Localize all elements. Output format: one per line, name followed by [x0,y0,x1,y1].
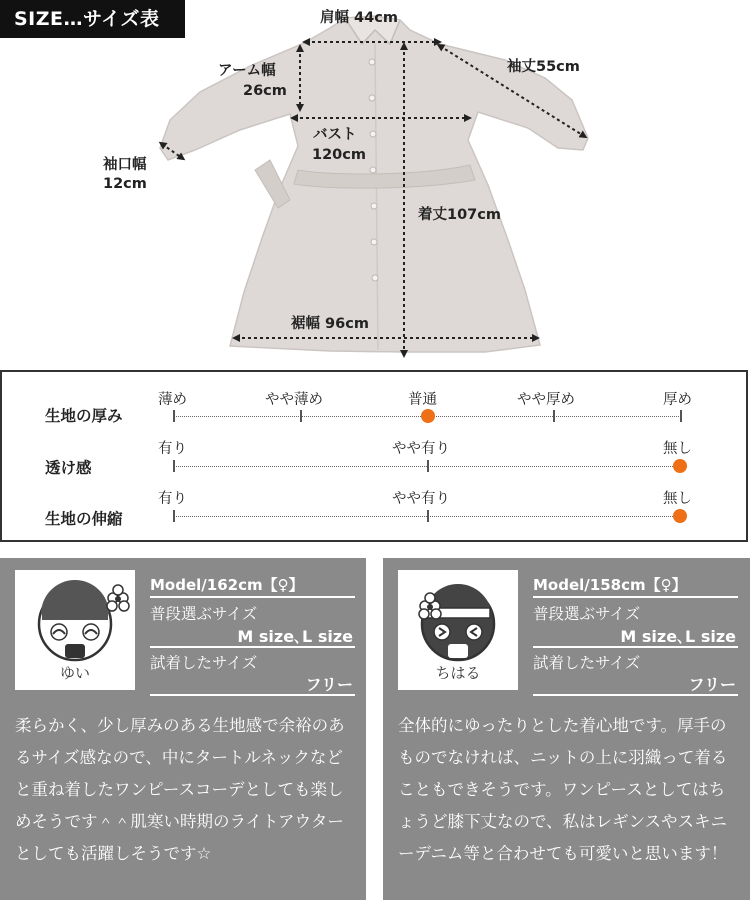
thickness-scale-tick [173,410,175,422]
divider [533,646,738,648]
shoulder-width-label: 肩幅 44cm [320,10,398,26]
thickness-row-label: 生地の厚み [45,407,123,425]
transparency-tick-2: 無し [663,441,692,457]
thickness-tick-3: やや厚め [517,392,575,408]
transparency-selected-dot [673,459,687,473]
thickness-scale-tick [680,410,682,422]
divider [150,646,355,648]
thickness-tick-2: 普通 [408,392,437,408]
transparency-scale-tick [427,460,429,472]
thickness-tick-1: やや薄め [265,392,323,408]
model-title: Model/158cm【♀】 [533,576,687,594]
stretch-tick-2: 無し [663,491,692,507]
stretch-tick-0: 有り [158,491,187,507]
stretch-row-label: 生地の伸縮 [45,510,123,528]
model-comment: 全体的にゆったりとした着心地です。厚手のものでなければ、ニットの上に羽織って着ることもできそうです。ワンピースとしてはちょうど膝下丈なので、私はレギンスやスキニーデニム等と合わせても可愛いと思います！ [398,716,728,863]
cuff-width-label: 袖口幅 [103,157,147,173]
bust-label: バスト [313,127,357,143]
thickness-tick-0: 薄め [158,392,187,408]
stretch-tick-1: やや有り [392,491,450,507]
model-comment: 柔らかく、少し厚みのある生地感で余裕のあるサイズ感なので、中にタートルネックなどと重ね着したワンピースコーデとしても楽しめそうです＾＾肌寒い時期のライトアウターとしても活躍しそうです☆ [15,716,345,863]
transparency-scale-tick [173,460,175,472]
divider [150,596,355,598]
model-name: ゆい [59,664,90,682]
stretch-selected-dot [673,509,687,523]
thickness-selected-dot [421,409,435,423]
thickness-tick-4: 厚め [663,392,692,408]
hem-width-label: 裾幅 96cm [291,316,369,332]
cuff-width-value: 12cm [103,176,147,192]
usual-size-value: M size､L size [237,627,353,646]
tried-size-label: 試着したサイズ [150,654,258,672]
stretch-scale-tick [427,510,429,522]
model-title: Model/162cm【♀】 [150,576,304,594]
divider [150,694,355,696]
model-panel-yui [0,558,366,900]
stretch-scale-tick [173,510,175,522]
tried-size-label: 試着したサイズ [533,654,641,672]
thickness-scale-tick [553,410,555,422]
transparency-tick-1: やや有り [392,441,450,457]
sleeve-length-label: 袖丈55cm [507,59,580,75]
model-panel-chiharu [383,558,750,900]
thickness-scale-tick [300,410,302,422]
tried-size-value: フリー [688,675,736,694]
size-chart [0,0,750,365]
bust-value: 120cm [312,147,366,163]
avatar [15,570,135,690]
transparency-tick-0: 有り [158,441,187,457]
fabric-texture-chart [0,370,748,542]
tried-size-value: フリー [305,675,353,694]
arm-width-label: アーム幅 [218,63,276,79]
usual-size-label: 普段選ぶサイズ [533,605,641,623]
divider [533,596,738,598]
divider [533,694,738,696]
model-name: ちはる [435,664,481,682]
arm-width-value: 26cm [243,83,287,99]
avatar [398,570,518,690]
size-chart-title: SIZE…サイズ表 [0,0,185,38]
transparency-row-label: 透け感 [45,459,92,477]
total-length-label: 着丈107cm [418,207,501,223]
usual-size-label: 普段選ぶサイズ [150,605,258,623]
usual-size-value: M size､L size [620,627,736,646]
